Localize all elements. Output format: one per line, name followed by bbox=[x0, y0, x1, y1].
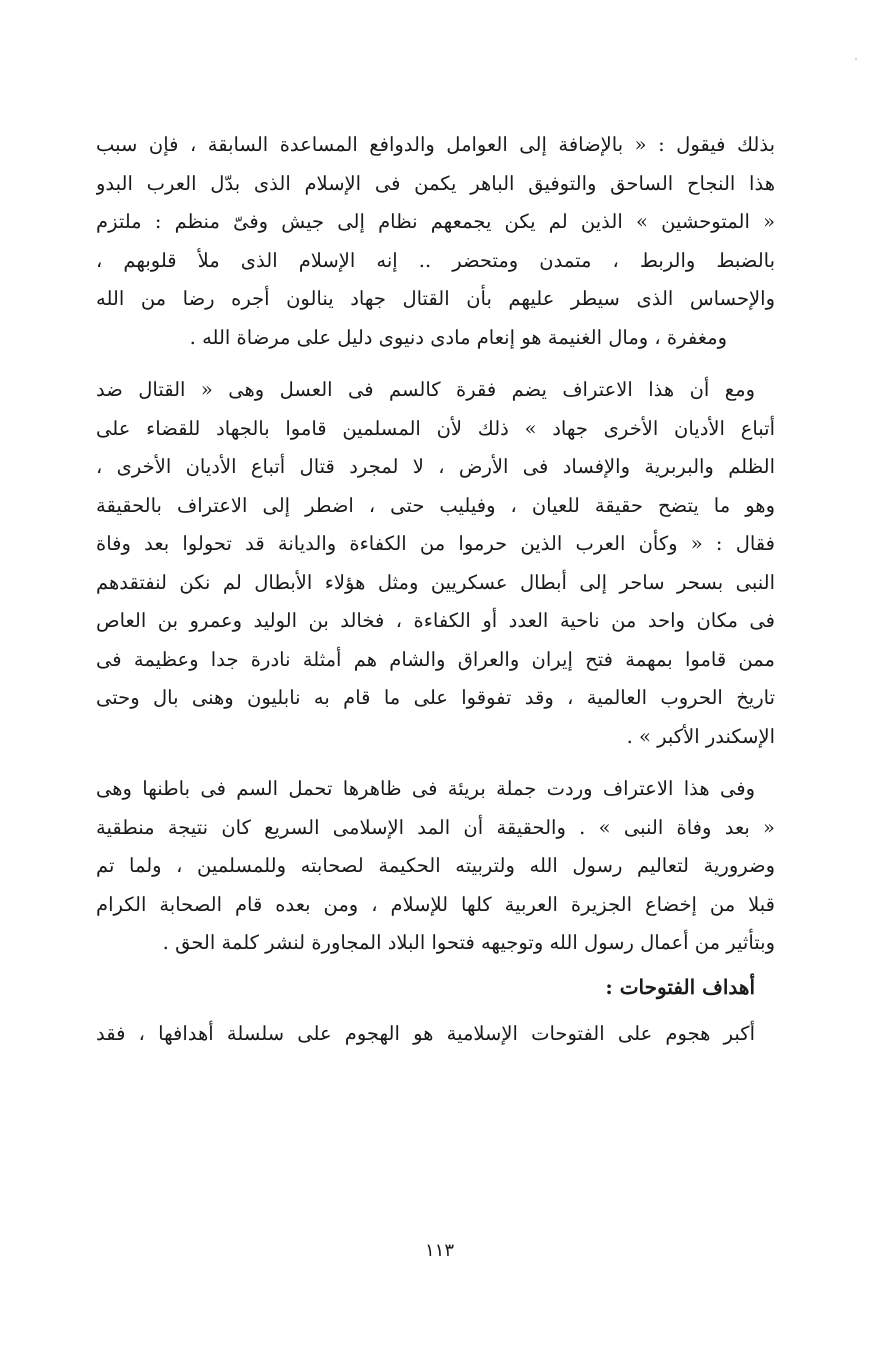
paragraph-3 bbox=[96, 770, 775, 963]
text-line: الظلم والبربرية والإفساد فى الأرض ، لا لمجرد قتال أتباع الأديان الأخرى ، bbox=[96, 455, 775, 478]
text-line: هذا النجاح الساحق والتوفيق الباهر يكمن فى الإسلام الذى بدّل العرب البدو bbox=[96, 171, 775, 195]
text-line: الإسكندر الأكبر » . bbox=[626, 724, 775, 748]
text-line: والإحساس الذى سيطر عليهم بأن القتال جهاد ينالون أجره رضا من الله bbox=[96, 287, 775, 310]
text-line: وهو ما يتضح حقيقة للعيان ، وفيليب حتى ، اضطر إلى الاعتراف بالحقيقة bbox=[96, 493, 775, 517]
text-line: ومع أن هذا الاعتراف يضم فقرة كالسم فى العسل وهى « القتال ضد bbox=[96, 378, 755, 401]
paragraph-2 bbox=[96, 371, 775, 756]
text-line: أتباع الأديان الأخرى جهاد » ذلك لأن المسلمين قاموا بالجهاد للقضاء على bbox=[96, 416, 775, 440]
paragraph-4 bbox=[96, 1015, 775, 1054]
paragraph-gap bbox=[96, 357, 775, 371]
text-line: بذلك فيقول : « بالإضافة إلى العوامل والدوافع المساعدة السابقة ، فإن سبب bbox=[96, 133, 775, 156]
text-line: فى مكان واحد من ناحية العدد أو الكفاءة ، فخالد بن الوليد وعمرو بن العاص bbox=[96, 609, 775, 632]
text-line: وبتأثير من أعمال رسول الله وتوجيهه فتحوا البلاد المجاورة لنشر كلمة الحق . bbox=[162, 931, 775, 954]
section-heading: أهداف الفتوحات : bbox=[605, 974, 755, 999]
text-line: وضرورية لتعاليم رسول الله ولتربيته الحكيمة لصحابته وللمسلمين ، ولما تم bbox=[96, 854, 775, 877]
text-line: ممن قاموا بمهمة فتح إيران والعراق والشام هم أمثلة نادرة جدا وعظيمة فى bbox=[96, 647, 775, 671]
page-number: ١١٣ bbox=[424, 1240, 454, 1261]
text-line: النبى بسحر ساحر إلى أبطال عسكريين ومثل هؤلاء الأبطال لم نكن لنفتقدهم bbox=[96, 570, 775, 594]
text-line: ومغفرة ، ومال الغنيمة هو إنعام مادى دنيوى دليل على مرضاة الله . bbox=[189, 325, 727, 349]
text-line: قبلا من إخضاع الجزيرة العربية كلها للإسلام ، ومن بعده قام الصحابة الكرام bbox=[96, 892, 775, 916]
text-line: بالضبط والربط ، متمدن ومتحضر .. إنه الإسلام الذى ملأ قلوبهم ، bbox=[96, 248, 775, 272]
text-line: فقال : « وكأن العرب الذين حرموا من الكفاءة والديانة قد تحولوا بعد وفاة bbox=[96, 532, 775, 555]
text-line: « بعد وفاة النبى » . والحقيقة أن المد الإسلامى السريع كان نتيجة منطقية bbox=[96, 815, 775, 839]
scan-speck bbox=[855, 58, 857, 60]
paragraph-1 bbox=[96, 126, 775, 357]
paragraph-gap bbox=[96, 756, 775, 770]
text-line: « المتوحشين » الذين لم يكن يجمعهم نظام إلى جيش وفىّ منظم : ملتزم bbox=[96, 210, 775, 233]
text-line: وفى هذا الاعتراف وردت جملة بريئة فى ظاهرها تحمل السم فى باطنها وهى bbox=[96, 777, 755, 800]
text-line: أكبر هجوم على الفتوحات الإسلامية هو الهجوم على سلسلة أهدافها ، فقد bbox=[96, 1021, 755, 1045]
body-text bbox=[96, 126, 775, 1053]
text-line: تاريخ الحروب العالمية ، وقد تفوقوا على ما قام به نابليون وهنى بال وحتى bbox=[96, 686, 775, 709]
